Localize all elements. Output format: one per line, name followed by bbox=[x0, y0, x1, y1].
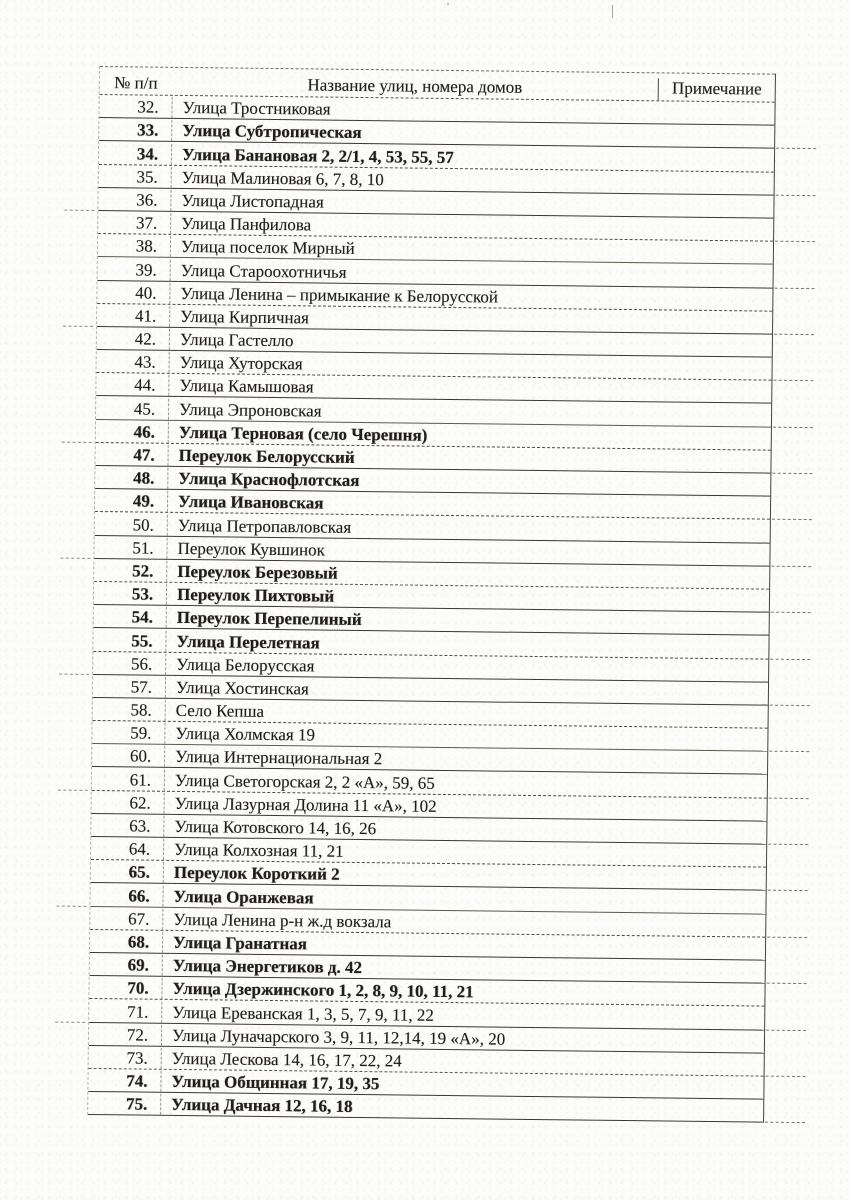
row-number: 68. bbox=[127, 932, 150, 952]
scan-artifact-line bbox=[612, 5, 613, 18]
row-number: 74. bbox=[126, 1071, 148, 1091]
row-street-name: Улица Терновая (село Черешня) bbox=[168, 422, 654, 449]
row-street-name: Улица Малиновая 6, 7, 8, 10 bbox=[171, 167, 657, 194]
row-street-name: Улица Холмская 19 bbox=[164, 723, 650, 750]
row-number: 58. bbox=[130, 700, 152, 720]
row-number: 54. bbox=[131, 607, 153, 627]
row-number: 38. bbox=[135, 236, 158, 256]
header-street-name-column: Название улиц, номера домов bbox=[307, 75, 523, 97]
row-number: 39. bbox=[135, 259, 157, 280]
row-number: 34. bbox=[136, 143, 159, 164]
row-street-name: Улица Эпроновская bbox=[168, 398, 654, 425]
row-street-name: Улица Гранатная bbox=[162, 932, 648, 959]
row-street-name: Улица Тростниковая bbox=[171, 97, 657, 124]
row-street-name: Улица Колхозная 11, 21 bbox=[163, 839, 649, 866]
row-number: 40. bbox=[135, 283, 157, 303]
row-number: 48. bbox=[132, 468, 155, 488]
row-street-name: Улица Ивановская bbox=[167, 491, 653, 518]
row-number: 71. bbox=[126, 1001, 149, 1022]
row-number: 70. bbox=[127, 978, 149, 998]
row-number: 52. bbox=[131, 561, 154, 581]
row-number: 62. bbox=[129, 793, 151, 813]
row-number: 57. bbox=[130, 677, 153, 697]
row-number: 43. bbox=[134, 352, 156, 372]
row-number: 44. bbox=[134, 375, 156, 396]
row-number: 36. bbox=[136, 190, 158, 210]
row-street-name: Улица Хостинская bbox=[165, 677, 651, 704]
row-number: 49. bbox=[132, 491, 155, 512]
row-number: 65. bbox=[128, 862, 150, 883]
row-street-name: Улица Петропавловская bbox=[167, 514, 653, 541]
row-number: 60. bbox=[129, 746, 152, 767]
row-number: 59. bbox=[130, 723, 152, 743]
row-street-name: Улица Панфилова bbox=[170, 213, 656, 240]
row-number: 73. bbox=[126, 1048, 148, 1068]
street-register-table bbox=[87, 66, 776, 1123]
row-street-name: Улица Котовского 14, 16, 26 bbox=[163, 816, 649, 843]
row-number: 72. bbox=[126, 1025, 149, 1045]
row-number: 37. bbox=[135, 213, 158, 233]
row-street-name: Переулок Березовый bbox=[166, 561, 652, 588]
row-street-name: Улица Кирпичная bbox=[169, 306, 655, 333]
row-number: 69. bbox=[127, 955, 149, 975]
row-number: 33. bbox=[136, 120, 159, 141]
row-number: 51. bbox=[132, 538, 154, 558]
row-street-name: Улица Камышовая bbox=[168, 375, 654, 402]
row-street-name: Улица Староохотничья bbox=[170, 259, 656, 286]
row-street-name: Улица Ленина – примыкание к Белорусской bbox=[169, 283, 655, 310]
row-street-name: Переулок Кувшинок bbox=[166, 538, 652, 565]
row-street-name: Улица Белорусская bbox=[165, 653, 651, 680]
row-street-name: Улица Гастелло bbox=[169, 329, 655, 356]
row-number: 35. bbox=[136, 167, 158, 187]
row-street-name: Улица поселок Мирный bbox=[170, 236, 656, 263]
row-street-name: Переулок Перепелиный bbox=[166, 607, 652, 634]
row-number: 45. bbox=[133, 399, 156, 419]
row-street-name: Улица Ленина р-н ж.д вокзала bbox=[162, 909, 648, 936]
row-street-name: Улица Ереванская 1, 3, 5, 7, 9, 11, 22 bbox=[161, 1001, 647, 1028]
scan-artifact-dot bbox=[447, 3, 449, 5]
row-street-name: Улица Энергетиков д. 42 bbox=[162, 955, 648, 982]
row-street-name: Переулок Короткий 2 bbox=[163, 862, 649, 889]
row-number: 56. bbox=[130, 654, 153, 674]
row-street-name: Улица Лазурная Долина 11 «А», 102 bbox=[164, 793, 650, 820]
row-number: 47. bbox=[133, 445, 155, 465]
row-number: 61. bbox=[129, 770, 152, 790]
table-body bbox=[88, 95, 775, 1123]
row-street-name: Улица Листопадная bbox=[170, 190, 656, 217]
row-number: 42. bbox=[134, 329, 157, 349]
row-street-name: Улица Луначарского 3, 9, 11, 12,14, 19 «А», 20 bbox=[161, 1024, 647, 1051]
row-number: 55. bbox=[131, 630, 153, 651]
row-number: 46. bbox=[133, 422, 155, 442]
row-number: 75. bbox=[125, 1094, 148, 1114]
row-street-name: Переулок Белорусский bbox=[167, 445, 653, 472]
row-note-cell bbox=[646, 1121, 763, 1122]
row-street-name: Улица Общинная 17, 19, 35 bbox=[160, 1071, 646, 1098]
row-street-name: Улица Интернациональная 2 bbox=[164, 746, 650, 773]
row-street-name: Улица Дачная 12, 16, 18 bbox=[160, 1094, 646, 1121]
header-note-column: Примечание bbox=[658, 78, 775, 101]
row-number: 41. bbox=[134, 306, 157, 326]
row-number: 50. bbox=[132, 514, 154, 535]
header-number-column: № п/п bbox=[114, 73, 158, 93]
row-street-name: Улица Светогорская 2, 2 «А», 59, 65 bbox=[164, 769, 650, 796]
row-street-name: Улица Краснофлотская bbox=[167, 468, 653, 495]
row-street-name: Улица Перелетная bbox=[165, 630, 651, 657]
row-number: 32. bbox=[137, 97, 159, 117]
row-street-name: Улица Субтропическая bbox=[171, 120, 657, 147]
row-street-name: Переулок Пихтовый bbox=[166, 584, 652, 611]
row-number: 64. bbox=[128, 839, 151, 859]
row-street-name: Село Кепша bbox=[165, 700, 651, 727]
row-number: 67. bbox=[127, 909, 150, 929]
row-street-name: Улица Лескова 14, 16, 17, 22, 24 bbox=[161, 1048, 647, 1075]
row-number: 53. bbox=[131, 584, 154, 604]
row-number: 63. bbox=[129, 816, 151, 836]
row-street-name: Улица Дзержинского 1, 2, 8, 9, 10, 11, 21 bbox=[161, 978, 647, 1005]
row-street-name: Улица Оранжевая bbox=[162, 885, 648, 912]
row-street-name: Улица Банановая 2, 2/1, 4, 53, 55, 57 bbox=[171, 143, 657, 170]
row-street-name: Улица Хуторская bbox=[169, 352, 655, 379]
row-number: 66. bbox=[128, 885, 150, 906]
